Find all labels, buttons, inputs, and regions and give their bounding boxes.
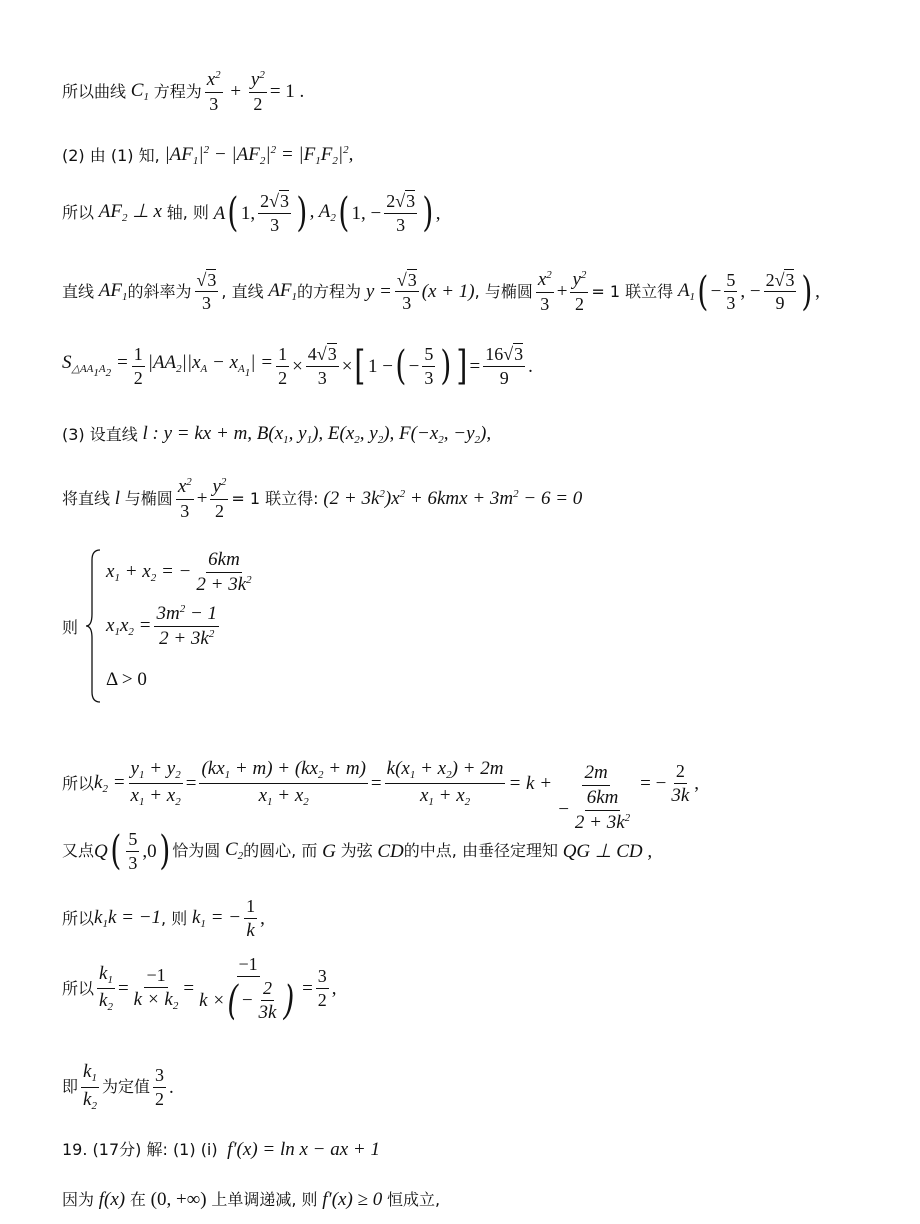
math: $(2 + 3k^2)x^2 + 6kmx + 3m^2 - 6 = 0$: [318, 488, 583, 510]
text: , 与椭圆: [474, 281, 533, 301]
text: 的斜率为: [127, 281, 192, 301]
text: = 1 .: [269, 81, 305, 103]
text: 所以: [62, 908, 95, 928]
math-fraction: $\frac{5}{3}$: [726, 269, 736, 314]
math-fraction: $\frac{2√3}{3}$: [386, 191, 416, 235]
text: 的圆心, 而: [243, 841, 318, 861]
text-line-14: [62, 1140, 380, 1159]
text: 恒成立,: [386, 1189, 441, 1209]
text: 的中点, 由垂径定理知: [403, 841, 558, 861]
text: 方程为: [153, 81, 202, 101]
math-fraction: 2m − $\frac{6km}{2 + 3k^2}$: [557, 762, 631, 833]
math-fraction: $\frac{1}{2}$: [278, 344, 288, 388]
text-line-4: 直线 $AF_1$ 的斜率为 $\frac{√3}{3}$ , 直线 $AF_1$ 的方程为 y = $\frac{√3}{3}$ (x + 1) , 与椭圆 $\frac{x^2}{3}$ + $\frac{y^2}{2}$ = 1 联立得 $A_1$ ( − $\frac{5}{3}$ , − $\frac{2√3}{9}$ ) ,: [62, 268, 820, 315]
math-fraction: $\frac{x^2}{3}$: [537, 269, 552, 314]
text: 为定值: [101, 1077, 150, 1097]
system-row: $x_1x_2$ = $\frac{3m^2 - 1}{2 + 3k^2}$: [106, 602, 218, 649]
math: $C_1$: [126, 79, 149, 103]
math-fraction: $\frac{3}{2}$: [154, 1064, 164, 1109]
math-fraction: $\frac{3}{2}$: [317, 966, 327, 1011]
text: 轴, 则: [166, 203, 209, 223]
text-line-10: 又点 Q ( $\frac{5}{3}$ ,0 ) 恰为圆 $C_2$ 的圆心, 而 G 为弦 CD 的中点, 由垂径定理知 QG ⊥ CD ,: [62, 828, 653, 875]
text-line-2: [62, 145, 353, 167]
text-line-6: [62, 424, 491, 446]
text: 上单调递减, 则: [211, 1189, 318, 1209]
math-fraction: $\frac{-1}{k \times k_2}$: [133, 964, 179, 1012]
text: 则: [62, 617, 79, 637]
math-fraction: $\frac{(kx_1 + m) + (kx_2 + m)}{x_1 + x_2}$: [201, 757, 366, 809]
text: 因为: [62, 1189, 95, 1209]
math-fraction: −1 k × ( − $\frac{2}{3k}$ ): [199, 954, 295, 1024]
math-fraction: $\frac{5}{3}$: [424, 344, 434, 388]
text: 所以曲线: [62, 81, 127, 101]
text: 将直线: [62, 488, 111, 508]
math-fraction: $\frac{4√3}{3}$: [307, 344, 337, 388]
text: 所以: [62, 773, 95, 793]
math: f′(x) = ln x − ax + 1: [217, 1139, 381, 1160]
math-fraction: $\frac{k_1}{k_2}$: [99, 962, 113, 1014]
text: (3) 设直线: [62, 425, 138, 444]
text: 即: [62, 1077, 79, 1097]
text-line-11: 所以 $k_1k = -1$ , 则 $k_1$ = − $\frac{1}{k}$ ,: [62, 896, 265, 941]
text: 的方程为: [297, 281, 362, 301]
math: $S_{\triangle AA_1A_2}$ =: [62, 352, 129, 380]
text-line-7: 将直线 l 与椭圆 $\frac{x^2}{3}$ + $\frac{y^2}{2}$ = 1 联立得: $(2 + 3k^2)x^2 + 6kmx + 3m^2 - 6 = 0$: [62, 476, 583, 521]
math-fraction: $\frac{k_1}{k_2}$: [83, 1061, 97, 1112]
text: 恰为圆: [172, 841, 221, 861]
math-fraction: $\frac{2√3}{3}$: [260, 191, 290, 235]
text-line-5: $S_{\triangle AA_1A_2}$ = $\frac{1}{2}$ $|AA_2||x_A - x_{A_1}|$ = $\frac{1}{2}$ × $\frac{4√3}{3}$ × [ 1 − ( − $\frac{5}{3}$ ) ] = $\frac{16√3}{9}$ .: [62, 343, 533, 390]
math-fraction: $\frac{x^2}{3}$: [206, 69, 221, 114]
text-line-3: 所以 $AF_2$ ⊥ x 轴, 则 A ( 1, $\frac{2√3}{3}$ ) , $A_2$ ( 1, − $\frac{2√3}{3}$ ) ,: [62, 190, 441, 237]
text: 与椭圆: [124, 488, 173, 508]
brace-shape: [84, 548, 102, 704]
math-fraction: $\frac{6km}{2 + 3k^2}$: [196, 548, 252, 595]
math-fraction: $\frac{y^2}{2}$: [572, 269, 587, 314]
math-fraction: $\frac{y^2}{2}$: [212, 476, 227, 521]
math-fraction: $\frac{1}{k}$: [246, 896, 256, 941]
math-fraction: $\frac{√3}{3}$: [396, 269, 417, 314]
math-fraction: $\frac{y_1 + y_2}{x_1 + x_2}$: [130, 757, 181, 809]
text: 直线: [62, 281, 95, 301]
text: 在: [129, 1189, 146, 1209]
math-fraction: $\frac{2}{3k}$: [671, 760, 690, 806]
text: 又点: [62, 841, 95, 861]
math-fraction: $\frac{2√3}{9}$: [765, 269, 795, 314]
text: 19. (17分) 解: (1) (i): [62, 1139, 218, 1159]
math-fraction: $\frac{16√3}{9}$: [485, 344, 524, 388]
math-fraction: $\frac{√3}{3}$: [196, 269, 217, 314]
math: l : y = kx + m, $B(x_1$, $y_1$), $E(x_2$, $y_2$), $F(-x_2$, $-y_2$),: [137, 423, 492, 446]
math-fraction: $\frac{x^2}{3}$: [177, 476, 192, 521]
math-fraction: $\frac{5}{3}$: [128, 829, 138, 873]
system-row: $x_1 + x_2$ = − $\frac{6km}{2 + 3k^2}$: [106, 548, 252, 595]
text: , 则: [161, 908, 188, 928]
math-fraction: $\frac{k(x_1 + x_2) + 2m}{x_1 + x_2}$: [386, 757, 504, 809]
text-line-13: 即 $\frac{k_1}{k_2}$ 为定值 $\frac{3}{2}$ .: [62, 1061, 174, 1112]
math-fraction: $\frac{y^2}{2}$: [250, 69, 265, 114]
system-row: Δ > 0: [106, 669, 147, 690]
text-line-12: 所以 $\frac{k_1}{k_2}$ = $\frac{-1}{k \times k_2}$ = −1 k × ( − $\frac{2}{3k}$ ) = $\frac{3}{2}$ ,: [62, 954, 337, 1024]
math-fraction: $\frac{3m^2 - 1}{2 + 3k^2}$: [156, 602, 218, 649]
text: = 1 联立得:: [231, 488, 319, 508]
text: 所以: [62, 978, 95, 998]
text-line-1: 所以曲线 $C_1$ 方程为 $\frac{x^2}{3}$ + $\frac{y^2}{2}$ = 1 .: [62, 69, 305, 114]
math: $AF_2$ ⊥ x: [94, 201, 167, 225]
text: 所以: [62, 203, 95, 223]
text: , 直线: [221, 281, 264, 301]
math: $|AF_1|^2 - |AF_2|^2 = |F_1F_2|^2$,: [159, 144, 354, 167]
equation-system: [62, 548, 257, 704]
text-line-15: 因为 f(x) 在 (0, +∞) 上单调递减, 则 f′(x) ≥ 0 恒成立,: [62, 1189, 441, 1210]
text: = 1 联立得: [591, 281, 674, 301]
text-line-9: 所以 $k_2$ = $\frac{y_1 + y_2}{x_1 + x_2}$ = $\frac{(kx_1 + m) + (kx_2 + m)}{x_1 + x_2}$ = $\frac{k(x_1 + x_2) + 2m}{x_1 + x_2}$ = k + 2m − $\frac{6km}{2 + 3k^2}$ = − $\frac{2}{3k}$ ,: [62, 757, 700, 833]
text: 为弦: [340, 841, 373, 861]
math-fraction: $\frac{1}{2}$: [133, 344, 143, 388]
text: (2) 由 (1) 知,: [62, 146, 160, 165]
